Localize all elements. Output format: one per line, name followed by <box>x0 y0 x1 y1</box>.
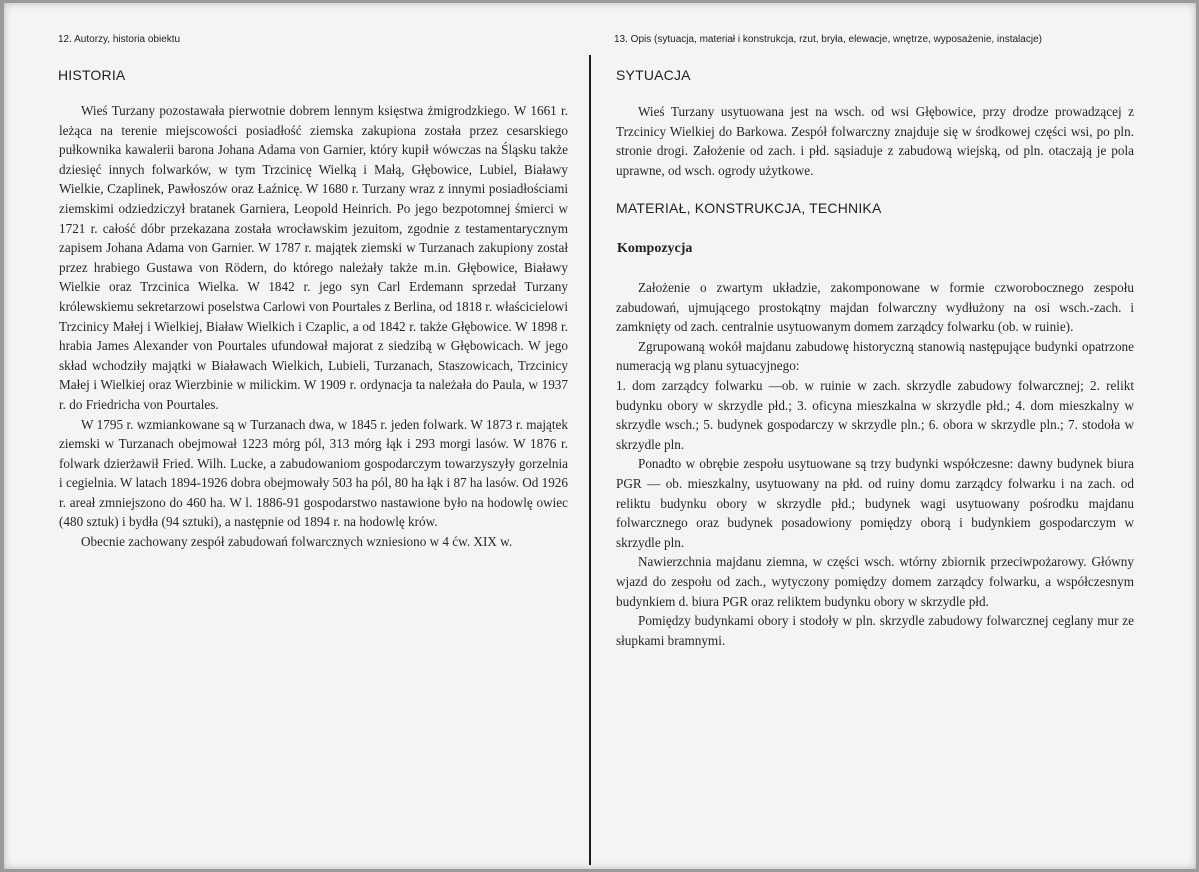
section-label-description: 13. Opis (sytuacja, materiał i konstrukcja, rzut, bryła, elewacje, wnętrze, wyposażenie, instalacje) <box>614 34 1042 45</box>
heading-historia: HISTORIA <box>58 67 126 83</box>
paragraph: Zgrupowaną wokół majdanu zabudowę historyczną stanowią następujące budynki opatrzone numeracją wg planu sytuacyjnego: <box>616 338 1134 374</box>
heading-sytuacja: SYTUACJA <box>616 67 691 83</box>
paragraph: W 1795 r. wzmiankowane są w Turzanach dwa, w 1845 r. jeden folwark. W 1873 r. majątek ziemski w Turzanach obejmował 1223 mórg pól, 313 mórg łąk i 293 morgi lasów. W 1876 r. folwark dzierżawił Fried. Wilh. Lucke, a zabudowaniom gospodarczym towarzyszyły gorzelnia i cegielnia. W latach 1894-1926 dobra obejmowały 503 ha pól, 80 ha łąk i 87 ha lasów. Od 1926 r. areał zmniejszono do 460 ha. W l. 1886-91 gospodarstwo nastawione było na hodowlę owiec (480 sztuk) i bydła (94 sztuki), a następnie od 1894 r. na hodowlę krów. <box>59 416 568 530</box>
section-label-authors-history: 12. Autorzy, historia obiektu <box>58 34 181 45</box>
paragraph: Nawierzchnia majdanu ziemna, w części wsch. wtórny zbiornik przeciwpożarowy. Główny wjazd do zespołu od zach., wytyczony pomiędzy domem zarządcy folwarku, a współczesnym budynkiem d. biura PGR oraz reliktem budynku obory w skrzydle płd. <box>616 554 1134 609</box>
document-page <box>4 3 1196 869</box>
history-text <box>59 101 568 552</box>
column-divider <box>589 55 591 865</box>
paragraph: Wieś Turzany usytuowana jest na wsch. od wsi Głębowice, przy drodze prowadzącej z Trzcinicy Wielkiej do Barkowa. Zespół folwarczny znajduje się w środkowej części wsi, po pln. stronie drogi. Założenie od zach. i płd. sąsiaduje z zabudową wiejską, od pln. otaczają je pola uprawne, od wsch. ogrody użytkowe. <box>616 104 1134 178</box>
composition-text <box>616 278 1134 650</box>
paragraph: Wieś Turzany pozostawała pierwotnie dobrem lennym księstwa żmigrodzkiego. W 1661 r. leżąca na terenie miejscowości posiadłość ziemska zakupiona została przez cesarskiego pułkownika kawalerii barona Johana Adama von Garnier, który kupił wówczas na Śląsku także dziesięć innych folwarków, w tym Trzcinicę Wielką i Małą, Głębowice, Lubiel, Białawy Wielkie, Czaplinek, Pawłoszów oraz Łaźnicę. W 1680 r. Turzany wraz z innymi posiadłościami ziemskimi odziedziczył bratanek Garniera, Leopold Heinrich. Po jego bezpotomnej śmierci w 1721 r. całość dóbr przekazana została wrocławskim jezuitom, zgodnie z testamentarycznym zapisem Johana Adama von Garnier. W 1787 r. majątek ziemski w Turzanach zakupiony został przez hrabiego Gustawa von Rödern, do którego należały także m.in. Głębowice, Białawy Wielkie oraz Trzcinica Wielka. W 1842 r. jego syn Carl Erdemann sprzedał Turzany królewskiemu sekretarzowi poselstwa Carlowi von Pourtales z Berlina, od 1818 r. właścicielowi Trzcinicy Małej i Wielkiej, Biaław Wielkich i Czaplic, a od 1842 r. także Głębowice. W 1898 r. hrabia James Alexander von Pourtales ufundował majorat z siedzibą w Głębowicach. W jego skład wchodziły majątki w Białawach Wielkich, Lubieli, Turzanach, Staszowicach, Trzcinicy Małej i Wielkiej oraz Wierzbinie w milickim. W 1909 r. ordynacja ta należała do Paula, w 1937 r. do Friedricha von Pourtales. <box>59 103 568 412</box>
paragraph: Pomiędzy budynkami obory i stodoły w pln. skrzydle zabudowy folwarcznej ceglany mur ze słupkami bramnymi. <box>616 613 1134 648</box>
paragraph: Założenie o zwartym układzie, zakomponowane w formie czworobocznego zespołu zabudowań, ujmującego prostokątny majdan folwarczny wydłużony na osi wsch.-zach. i zamknięty od zach. centralnie usytuowanym domem zarządcy folwarku (ob. w ruinie). <box>616 280 1134 335</box>
situation-text <box>616 102 1134 180</box>
subheading-kompozycja: Kompozycja <box>617 241 693 256</box>
paragraph: Ponadto w obrębie zespołu usytuowane są trzy budynki współczesne: dawny budynek biura PGR — ob. mieszkalny, usytuowany na płd. od ruiny domu zarządcy folwarku i na zach. od reliktu budynku obory w skrzydle płd.; budynek wagi usytuowany pośrodku majdanu folwarcznego oraz budynek posadowiony pomiędzy oborą i budynkiem gospodarczym w skrzydle pln. <box>616 456 1134 550</box>
paragraph: Obecnie zachowany zespół zabudowań folwarcznych wzniesiono w 4 ćw. XIX w. <box>81 534 513 550</box>
heading-material: MATERIAŁ, KONSTRUKCJA, TECHNIKA <box>616 200 882 216</box>
paragraph: 1. dom zarządcy folwarku —ob. w ruinie w zach. skrzydle zabudowy folwarcznej; 2. relikt budynku obory w skrzydle płd.; 3. oficyna mieszkalna w skrzydle płd.; 4. dom mieszkalny w skrzydle wsch.; 5. budynek gospodarczy w skrzydle pln.; 6. obora w skrzydle pln.; 7. stodoła w skrzydle pln. <box>616 377 1134 452</box>
